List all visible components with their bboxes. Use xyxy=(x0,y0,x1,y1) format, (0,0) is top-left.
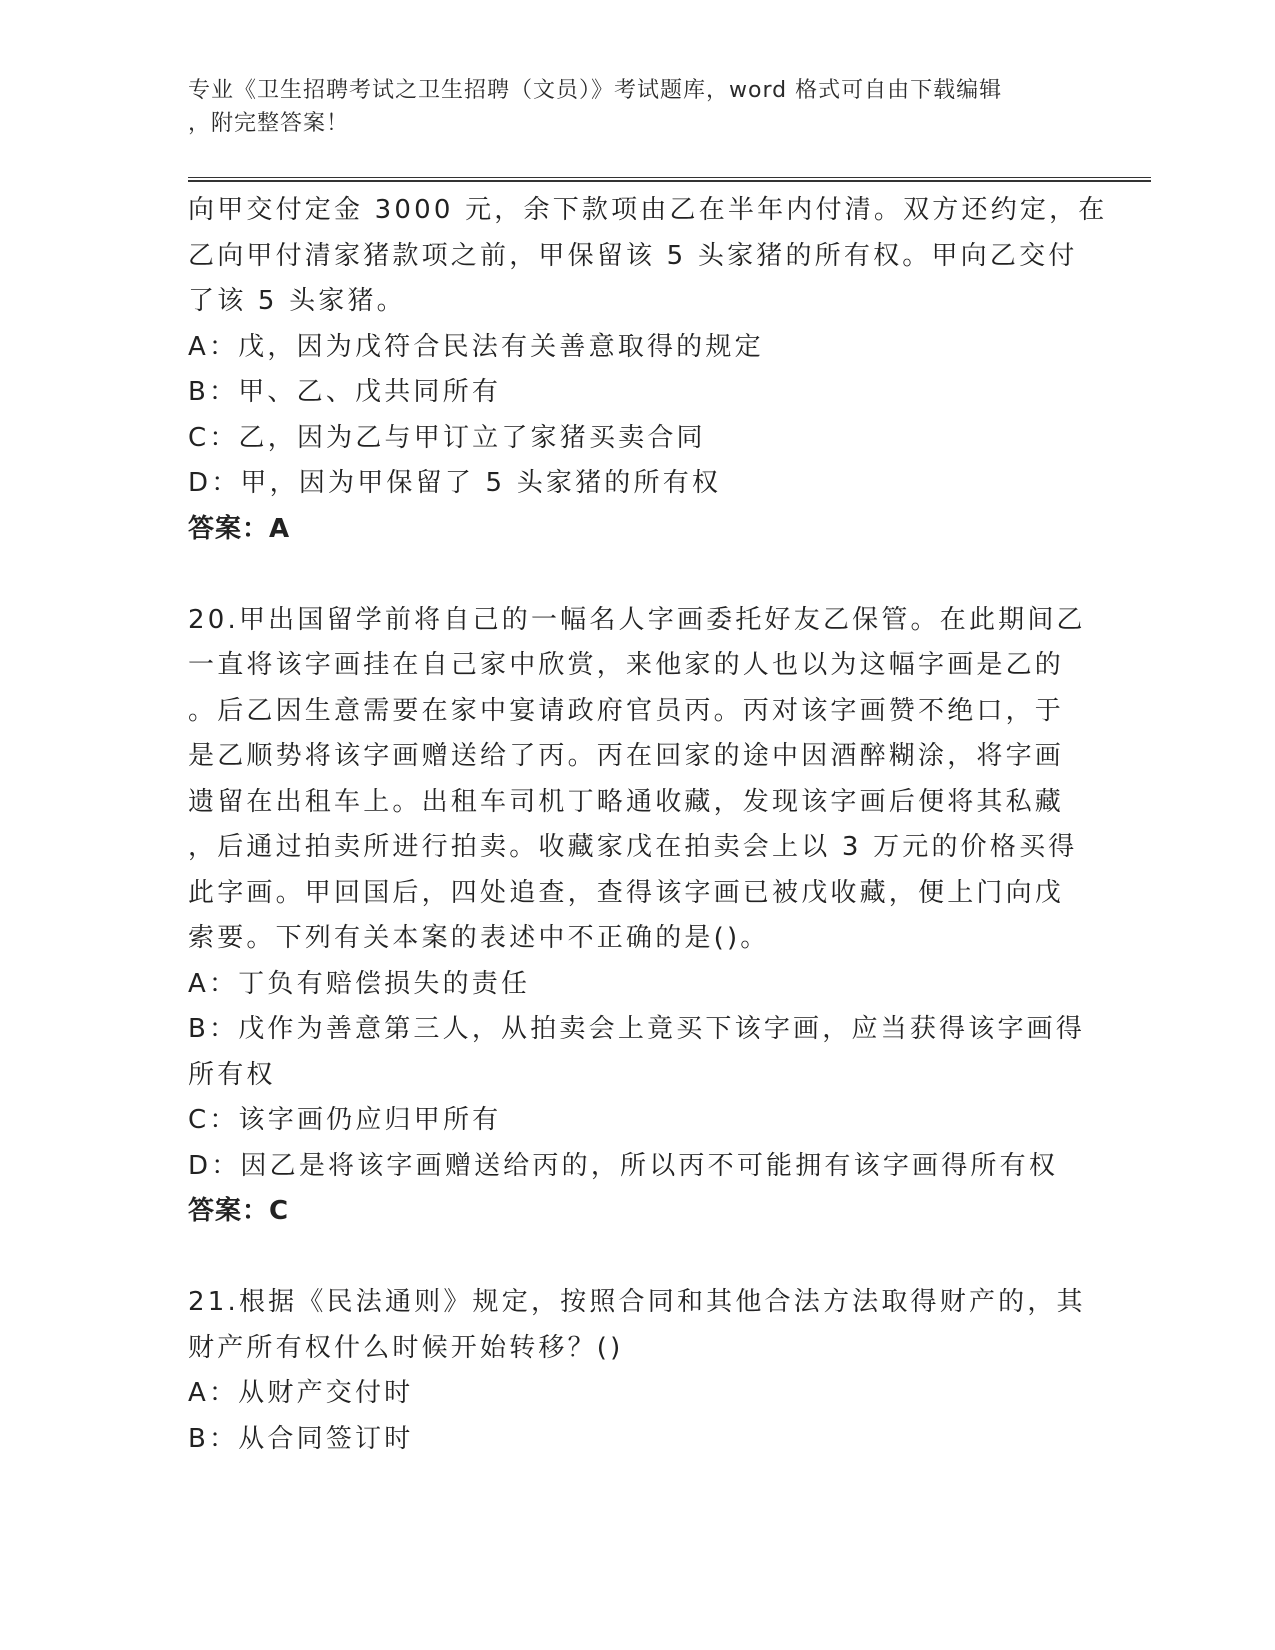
question-stem-line: 财产所有权什么时候开始转移？() xyxy=(188,1332,624,1363)
question-stem-line: 索要。下列有关本案的表述中不正确的是()。 xyxy=(188,923,770,953)
option-a: A：丁负有赔偿损失的责任 xyxy=(188,968,531,999)
question-stem-line: 此字画。甲回国后，四处追查，查得该字画已被戊收藏，便上门向戊 xyxy=(188,877,1065,908)
header-line-1: 专业《卫生招聘考试之卫生招聘（文员）》考试题库，word 格式可自由下载编辑 xyxy=(188,78,1003,103)
spacer xyxy=(188,552,1088,598)
page-header xyxy=(188,74,1068,140)
header-divider-thick xyxy=(188,180,1151,182)
header-line-2: ，附完整答案！ xyxy=(188,111,350,136)
option-b: B：甲、乙、戊共同所有 xyxy=(188,377,502,407)
question-stem-line: 乙向甲付清家猪款项之前，甲保留该 5 头家猪的所有权。甲向乙交付 xyxy=(188,240,1078,271)
option-b-continued: 所有权 xyxy=(188,1059,276,1090)
spacer xyxy=(188,1235,1088,1281)
question-stem-line: 21.根据《民法通则》规定，按照合同和其他合法方法取得财产的，其 xyxy=(188,1287,1086,1317)
header-divider-thin xyxy=(188,177,1151,178)
option-a: A：从财产交付时 xyxy=(188,1378,414,1408)
option-c: C：该字画仍应归甲所有 xyxy=(188,1105,502,1135)
question-19 xyxy=(188,188,1108,552)
answer: 答案：C xyxy=(188,1196,290,1226)
question-stem-line: 了该 5 头家猪。 xyxy=(188,286,406,316)
option-c: C：乙，因为乙与甲订立了家猪买卖合同 xyxy=(188,422,706,453)
option-b: B：从合同签订时 xyxy=(188,1423,414,1454)
option-d: D：甲，因为甲保留了 5 头家猪的所有权 xyxy=(188,468,722,498)
question-stem-line: 。后乙因生意需要在家中宴请政府官员丙。丙对该字画赞不绝口，于 xyxy=(188,695,1065,726)
question-21 xyxy=(188,1280,1088,1462)
answer: 答案：A xyxy=(188,513,291,544)
question-20 xyxy=(188,598,1088,1235)
question-stem-line: 遗留在出租车上。出租车司机丁略通收藏，发现该字画后便将其私藏 xyxy=(188,786,1065,817)
question-stem-line: ，后通过拍卖所进行拍卖。收藏家戊在拍卖会上以 3 万元的价格买得 xyxy=(188,832,1078,862)
option-d: D：因乙是将该字画赠送给丙的，所以丙不可能拥有该字画得所有权 xyxy=(188,1150,1059,1181)
option-b: B：戊作为善意第三人，从拍卖会上竟买下该字画，应当获得该字画得 xyxy=(188,1014,1086,1044)
option-a: A：戊，因为戊符合民法有关善意取得的规定 xyxy=(188,331,764,362)
question-stem-line: 一直将该字画挂在自己家中欣赏，来他家的人也以为这幅字画是乙的 xyxy=(188,650,1065,680)
document-body xyxy=(188,188,1108,1462)
question-stem-line: 是乙顺势将该字画赠送给了丙。丙在回家的途中因酒醉糊涂，将字画 xyxy=(188,741,1065,771)
question-stem-line: 20.甲出国留学前将自己的一幅名人字画委托好友乙保管。在此期间乙 xyxy=(188,604,1086,635)
question-stem-line: 向甲交付定金 3000 元，余下款项由乙在半年内付清。双方还约定，在 xyxy=(188,195,1108,225)
